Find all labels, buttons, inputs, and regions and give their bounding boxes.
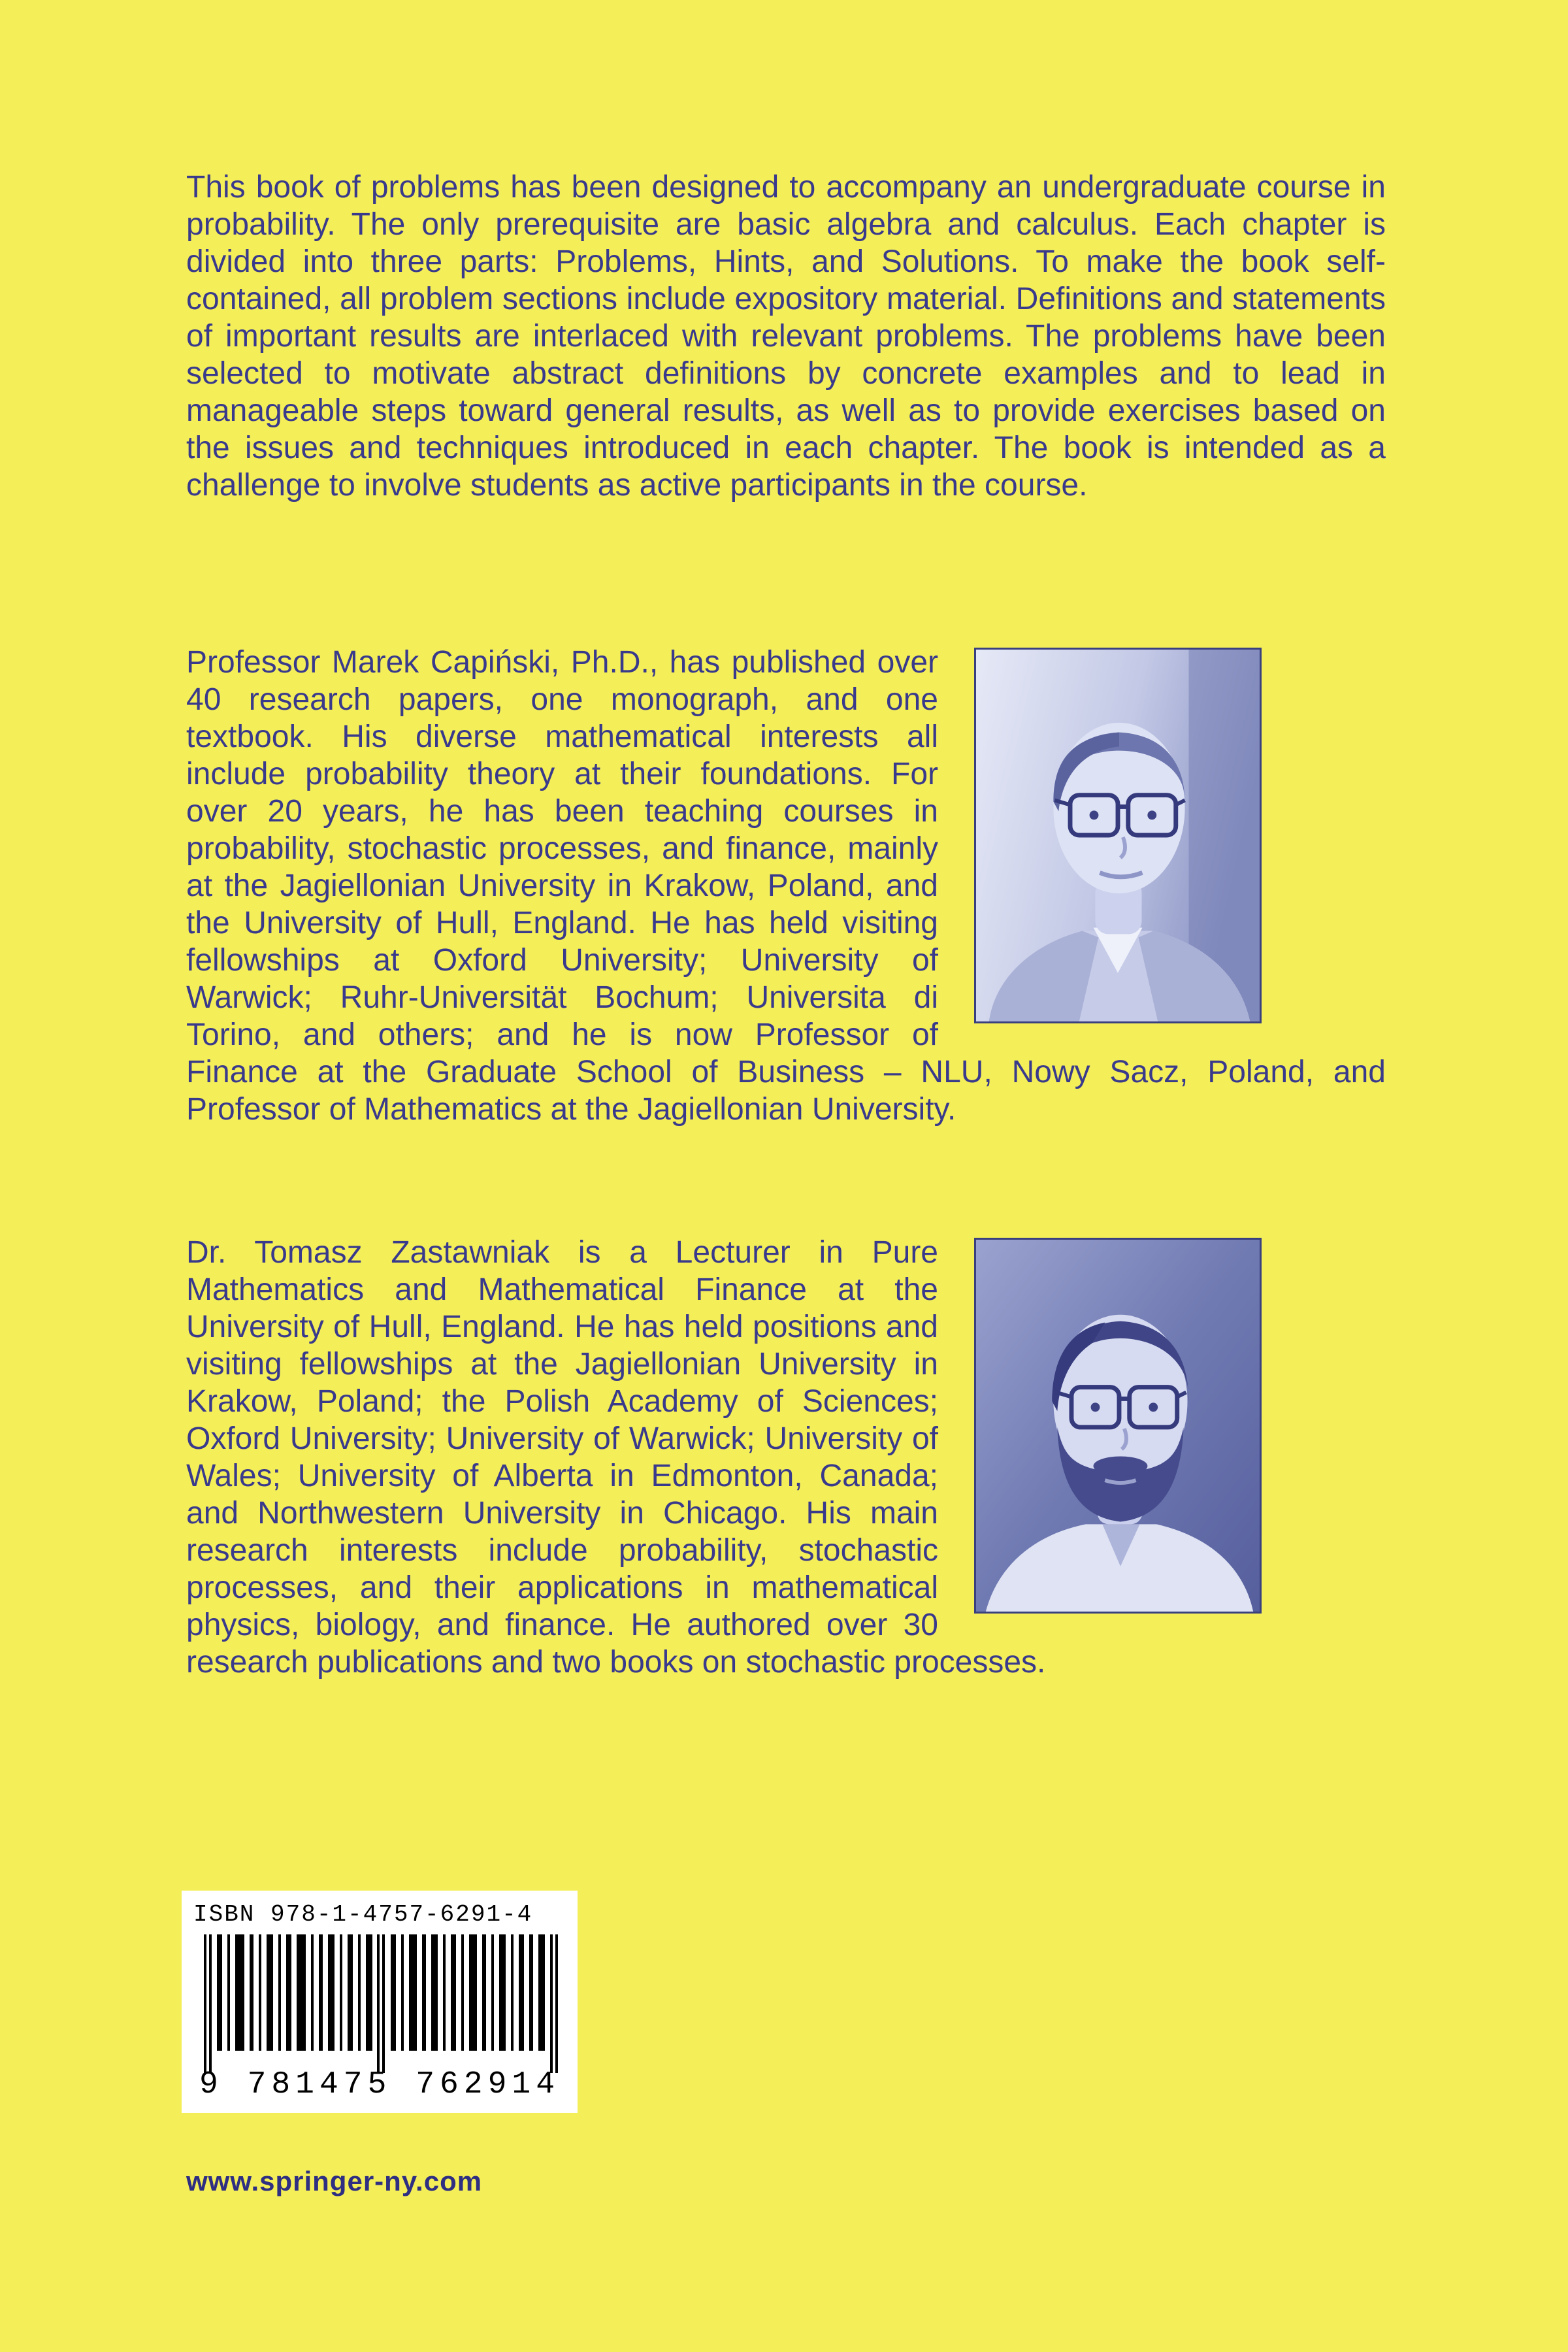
- barcode-icon: [193, 1934, 566, 2098]
- author1-bio: Professor Marek Capiński, Ph.D., has published over 40 research papers, one monograph, and one textbook. His diverse mathematical interests all include probability theory at their foundations. For over 20 years, he has been teaching courses in probability, stochastic processes, and finance, mainly at the Jagiellonian University in Krakow, Poland, and the University of Hull, England. He has held visiting fellowships at Oxford University; University of Warwick; Ruhr-Universität Bochum; Universita di Torino, and others; and he is now Professor of Finance at the Graduate School of Business – NLU, Nowy Sacz, Poland, and Professor of Mathematics at the Jagiellonian University.: [186, 645, 1386, 1127]
- portrait-marek-capinski-icon: [976, 650, 1260, 1021]
- isbn-barcode-box: [182, 1891, 578, 2113]
- author1-photo: [974, 648, 1262, 1023]
- author2-photo: [974, 1238, 1262, 1614]
- author2-bio: Dr. Tomasz Zastawniak is a Lecturer in Pure Mathematics and Mathematical Finance at the University of Hull, England. He has held positions and visiting fellowships at the Jagiellonian University in Krakow, Poland; the Polish Academy of Sciences; Oxford University; University of Warwick; University of Wales; University of Alberta in Edmonton, Canada; and Northwestern University in Chicago. His main research interests include probability, stochastic processes, and their applications in mathematical physics, biology, and finance. He authored over 30 research publications and two books on stochastic processes.: [186, 1235, 1046, 1680]
- author1-section: [186, 644, 1386, 1128]
- portrait-tomasz-zastawniak-icon: [976, 1240, 1260, 1612]
- author2-section: [186, 1234, 1386, 1681]
- isbn-label: ISBN 978-1-4757-6291-4: [193, 1901, 533, 1928]
- publisher-url: www.springer-ny.com: [186, 2166, 483, 2196]
- intro-paragraph: This book of problems has been designed to accompany an undergraduate course in probability. The only prerequisite are basic algebra and calculus. Each chapter is divided into three parts: Problems, Hints, and Solutions. To make the book self-contained, all problem sections include expository material. Definitions and statements of important results are interlaced with relevant problems. The problems have been selected to motivate abstract definitions by concrete examples and to lead in manageable steps toward general results, as well as to provide exercises based on the issues and techniques introduced in each chapter. The book is intended as a challenge to involve students as active participants in the course.: [186, 170, 1386, 503]
- isbn-number: 9 781475 762914: [199, 2067, 561, 2098]
